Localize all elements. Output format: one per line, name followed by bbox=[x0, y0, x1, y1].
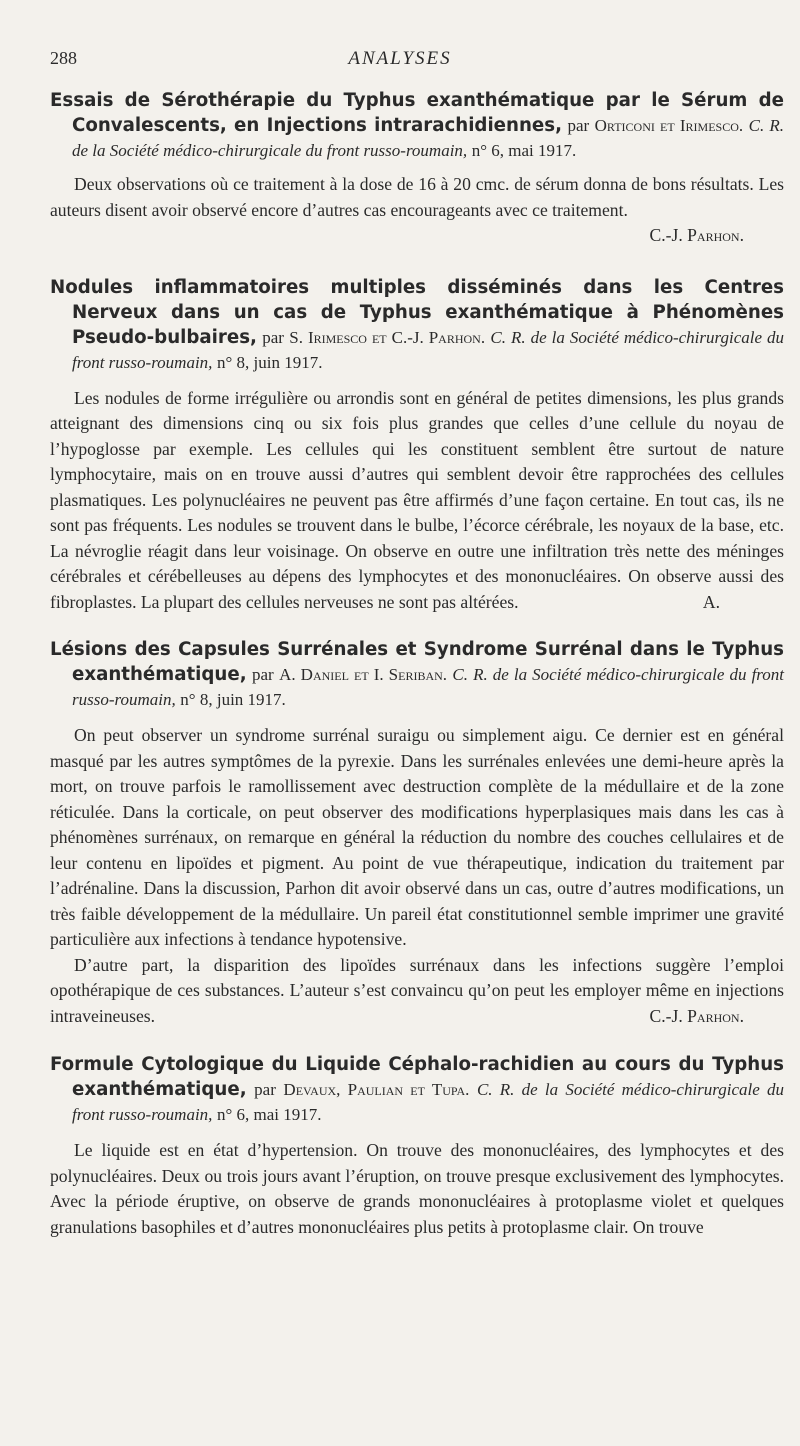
by-word: par bbox=[567, 116, 590, 135]
article-title: Formule Cytologique du Liquide Céphalo-rachidien au cours du Typhus exanthématique, bbox=[50, 1054, 784, 1100]
article bbox=[50, 637, 784, 1029]
article-date: n° 6, mai 1917. bbox=[216, 1105, 322, 1124]
page-content bbox=[50, 88, 784, 1240]
article-authors: Orticoni et Irimesco. bbox=[594, 116, 744, 135]
by-word: par bbox=[252, 665, 274, 684]
article-source: C. R. de la Société médico-chirurgicale du front russo-roumain, bbox=[72, 1080, 785, 1124]
article bbox=[50, 88, 784, 249]
page-header bbox=[50, 48, 750, 74]
article-authors: Devaux, Paulian et Tupa. bbox=[283, 1080, 470, 1099]
article-date: n° 6, mai 1917. bbox=[471, 141, 577, 160]
article-title: Essais de Sérothérapie du Typhus exanthématique par le Sérum de Convalescents, en Injections intrarachidiennes, bbox=[50, 90, 784, 136]
article-body bbox=[50, 172, 784, 249]
article-source: C. R. de la Société médico-chirurgicale du front russo-roumain, bbox=[72, 665, 785, 709]
article bbox=[50, 275, 784, 616]
article-title: Nodules inflammatoires multiples disséminés dans les Centres Nerveux dans un cas de Typhus exanthématique à Phénomènes Pseudo-bulbaires, bbox=[50, 276, 784, 348]
article-title: Lésions des Capsules Surrénales et Syndrome Surrénal dans le Typhus exanthématique, bbox=[50, 639, 784, 685]
article-authors: S. Irimesco et C.-J. Parhon. bbox=[289, 327, 486, 347]
article-paragraph: On peut observer un syndrome surrénal suraigu ou simplement aigu. Ce dernier est en général masqué par les autres symptômes de la pyrexie. Dans les surrénales enlevées une demi-heure après la mort, on trouve parfois le ramollissement avec destruction complète de la médullaire et de la zone réticulée. Dans la corticale, on peut observer des modifications hyperplasiques mais dans les cas à phénomènes surrénaux, on remarque en général la réduction du nombre des couches cellulaires et de leur contenu en lipoïdes et pigment. Au point de vue thérapeutique, indication du traitement par l’adrénaline. Dans la discussion, Parhon dit avoir observé dans un cas, outre d’autres modifications, un très faible développement de la médullaire. Un pareil état constitutionnel semble imprimer une gravité particulière aux infections à tendance hypotensive. bbox=[50, 725, 784, 949]
article-source: C. R. de la Société médico-chirurgicale du front russo-roumain, bbox=[72, 116, 785, 160]
article-source: C. R. de la Société médico-chirurgicale du front russo-roumain, bbox=[72, 327, 785, 372]
by-word: par bbox=[262, 327, 284, 347]
article-paragraph: D’autre part, la disparition des lipoïdes surrénaux dans les infections suggère l’emploi opothérapique de ces substances. L’auteur s’est convaincu qu’on peut les employer même en injections intraveineuses. bbox=[50, 954, 784, 1026]
article bbox=[50, 1052, 784, 1240]
article-heading bbox=[50, 88, 784, 163]
article-body bbox=[50, 1138, 784, 1240]
article-authors: A. Daniel et I. Seriban. bbox=[279, 665, 448, 684]
article-body bbox=[50, 386, 784, 616]
page-number: 288 bbox=[50, 48, 77, 68]
article-signature: C.-J. Parhon. bbox=[649, 225, 744, 245]
article-signature: C.-J. Parhon. bbox=[649, 1005, 744, 1026]
running-head: ANALYSES bbox=[348, 48, 452, 69]
article-heading bbox=[50, 1052, 784, 1127]
article-date: n° 8, juin 1917. bbox=[180, 690, 286, 709]
article-paragraph: Deux observations où ce traitement à la dose de 16 à 20 cmc. de sérum donna de bons résultats. Les auteurs disent avoir observé encore d’autres cas encourageants avec ce traitement. bbox=[50, 174, 784, 220]
article-body bbox=[50, 723, 784, 1029]
article-signature: A. bbox=[702, 591, 720, 612]
article-date: n° 8, juin 1917. bbox=[216, 352, 323, 372]
article-heading bbox=[50, 637, 784, 712]
article-paragraph: Les nodules de forme irrégulière ou arrondis sont en général de petites dimensions, les plus grands atteignant des dimensions cinq ou six fois plus grandes que celles d’une cellule du noyau de l’hypoglosse par exemple. Les cellules qui les constituent semblent être surtout de nature lymphocytaire, mais on en trouve aussi d’autres qui semblent devoir être rapprochées des cellules plasmatiques. Les polynucléaires ne peuvent pas être affirmés d’une façon certaine. En tout cas, ils ne sont pas fréquents. Les nodules se trouvent dans le bulbe, l’écorce cérébrale, les noyaux de la base, etc. La névroglie réagit dans leur voisinage. On observe en outre une infiltration très nette des méninges cérébrales et cérébelleuses au dépens des lymphocytes et des mononucléaires. On observe aussi des fibroplastes. La plupart des cellules nerveuses ne sont pas altérées. bbox=[50, 387, 784, 612]
article-paragraph: Le liquide est en état d’hypertension. On trouve des mononucléaires, des lymphocytes et des polynucléaires. Deux ou trois jours avant l’éruption, on trouve presque exclusivement des lymphocytes. Avec la période éruptive, on observe de grands mononucléaires à protoplasme violet et quelques granulations basophiles et d’autres mononucléaires plus petits à protoplasme clair. On trouve bbox=[50, 1140, 784, 1237]
article-heading bbox=[50, 275, 784, 375]
by-word: par bbox=[254, 1080, 276, 1099]
